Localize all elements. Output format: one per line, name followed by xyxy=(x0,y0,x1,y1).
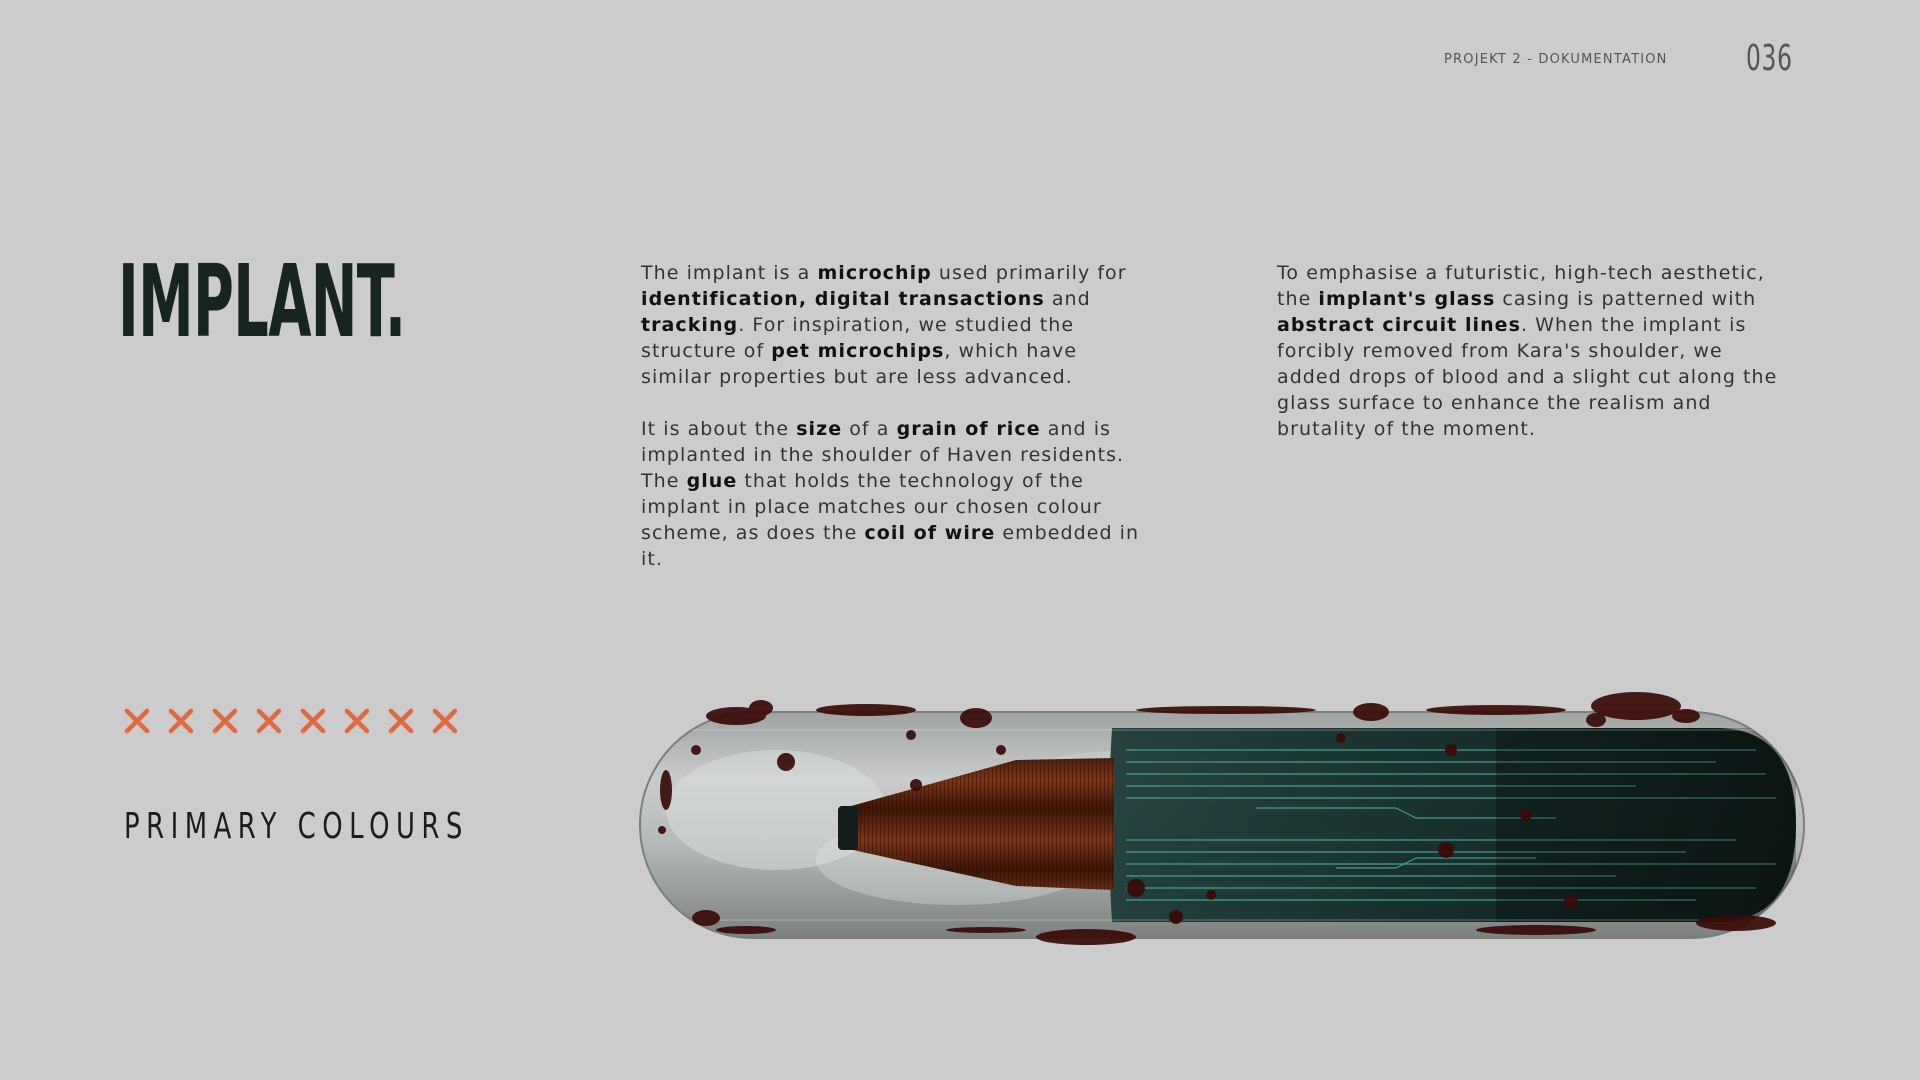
emphasis-text: microchip xyxy=(817,262,932,284)
body-text: , which have similar properties but are less advanced. xyxy=(641,340,1078,388)
body-text: casing is patterned with xyxy=(1495,288,1757,310)
body-text: of a xyxy=(842,418,897,440)
description-paragraph xyxy=(641,416,1146,572)
x-icon xyxy=(298,706,328,736)
body-text: and is implanted in the shoulder of Haven residents. The xyxy=(641,418,1125,492)
emphasis-text: grain of rice xyxy=(896,418,1041,440)
description-column-1 xyxy=(641,260,1146,598)
x-icon xyxy=(430,706,460,736)
x-icon xyxy=(122,706,152,736)
implant-capsule-render xyxy=(636,690,1808,950)
x-icon xyxy=(210,706,240,736)
x-icon xyxy=(166,706,196,736)
header-label: PROJEKT 2 - DOKUMENTATION xyxy=(1444,52,1668,67)
body-text: To emphasise a futuristic, high-tech aesthetic, the xyxy=(1277,262,1765,310)
body-text: It is about the xyxy=(641,418,797,440)
x-icon xyxy=(342,706,372,736)
body-text: embedded in it. xyxy=(641,522,1140,570)
body-text: that holds the technology of the implant in place matches our chosen colour scheme, as does the xyxy=(641,470,1102,544)
body-text: The implant is a xyxy=(641,262,818,284)
emphasis-text: size xyxy=(796,418,843,440)
body-text: and xyxy=(1044,288,1091,310)
emphasis-text: pet microchips xyxy=(771,340,945,362)
x-icon xyxy=(254,706,284,736)
description-column-2 xyxy=(1277,260,1782,468)
page-number: 036 xyxy=(1746,38,1793,79)
emphasis-text: abstract circuit lines xyxy=(1277,314,1521,336)
cross-row xyxy=(122,706,460,736)
emphasis-text: implant's glass xyxy=(1318,288,1496,310)
description-paragraph xyxy=(641,260,1146,390)
x-icon xyxy=(386,706,416,736)
emphasis-text: coil of wire xyxy=(864,522,996,544)
body-text: used primarily for xyxy=(931,262,1127,284)
body-text: . When the implant is forcibly removed from Kara's shoulder, we added drops of blood and a slight cut along the glass surface to enhance the realism and brutality of the moment. xyxy=(1277,314,1778,440)
description-paragraph xyxy=(1277,260,1782,442)
emphasis-text: tracking xyxy=(641,314,739,336)
emphasis-text: identification, digital transactions xyxy=(641,288,1045,310)
body-text: . For inspiration, we studied the structure of xyxy=(641,314,1075,362)
emphasis-text: glue xyxy=(686,470,738,492)
page-title: IMPLANT. xyxy=(118,243,406,360)
section-label: PRIMARY COLOURS xyxy=(124,806,469,847)
